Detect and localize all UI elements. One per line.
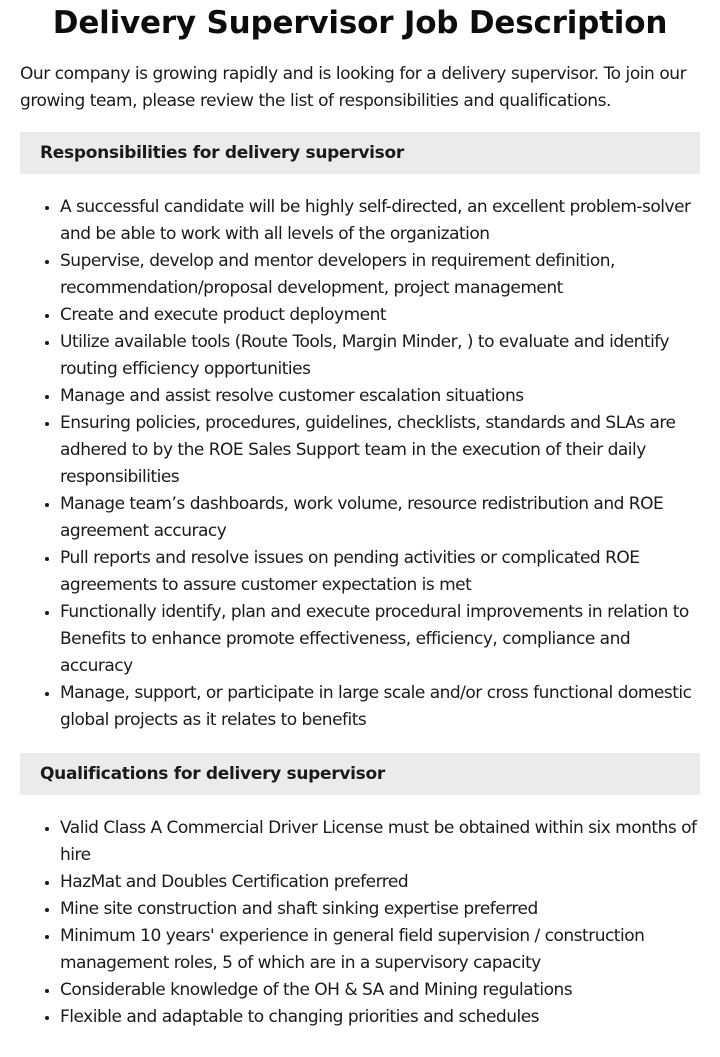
qualifications-list	[20, 815, 700, 1031]
list-item: • Minimum 10 years' experience in general field supervision / construction management roles, 5 of which are in a supervisory capacity	[60, 923, 700, 977]
list-item: • Supervise, develop and mentor developers in requirement definition, recommendation/proposal development, project management	[60, 248, 700, 302]
qualifications-header: Qualifications for delivery supervisor	[20, 753, 700, 795]
list-item: • Pull reports and resolve issues on pending activities or complicated ROE agreements to assure customer expectation is met	[60, 545, 700, 599]
list-item: • Manage team’s dashboards, work volume, resource redistribution and ROE agreement accuracy	[60, 491, 700, 545]
list-item: • Considerable knowledge of the OH & SA and Mining regulations	[60, 977, 700, 1004]
responsibilities-header: Responsibilities for delivery supervisor	[20, 132, 700, 174]
list-item: • Create and execute product deployment	[60, 302, 700, 329]
list-item: • Functionally identify, plan and execute procedural improvements in relation to Benefits to enhance promote effectiveness, efficiency, compliance and accuracy	[60, 599, 700, 680]
intro-paragraph: Our company is growing rapidly and is looking for a delivery supervisor. To join our growing team, please review the list of responsibilities and qualifications.	[20, 64, 687, 111]
list-item: • Mine site construction and shaft sinking expertise preferred	[60, 896, 700, 923]
page-title: Delivery Supervisor Job Description	[52, 5, 668, 41]
list-item: • Valid Class A Commercial Driver License must be obtained within six months of hire	[60, 815, 700, 869]
list-item: • Manage, support, or participate in large scale and/or cross functional domestic global projects as it relates to benefits	[60, 680, 700, 734]
list-item: • Manage and assist resolve customer escalation situations	[60, 383, 700, 410]
list-item: • Utilize available tools (Route Tools, Margin Minder, ) to evaluate and identify routing efficiency opportunities	[60, 329, 700, 383]
list-item: • Flexible and adaptable to changing priorities and schedules	[60, 1004, 700, 1031]
list-item: • HazMat and Doubles Certification preferred	[60, 869, 700, 896]
list-item: • Ensuring policies, procedures, guidelines, checklists, standards and SLAs are adhered to by the ROE Sales Support team in the execution of their daily responsibilities	[60, 410, 700, 491]
list-item: • A successful candidate will be highly self-directed, an excellent problem-solver and be able to work with all levels of the organization	[60, 194, 700, 248]
responsibilities-list	[20, 194, 700, 734]
